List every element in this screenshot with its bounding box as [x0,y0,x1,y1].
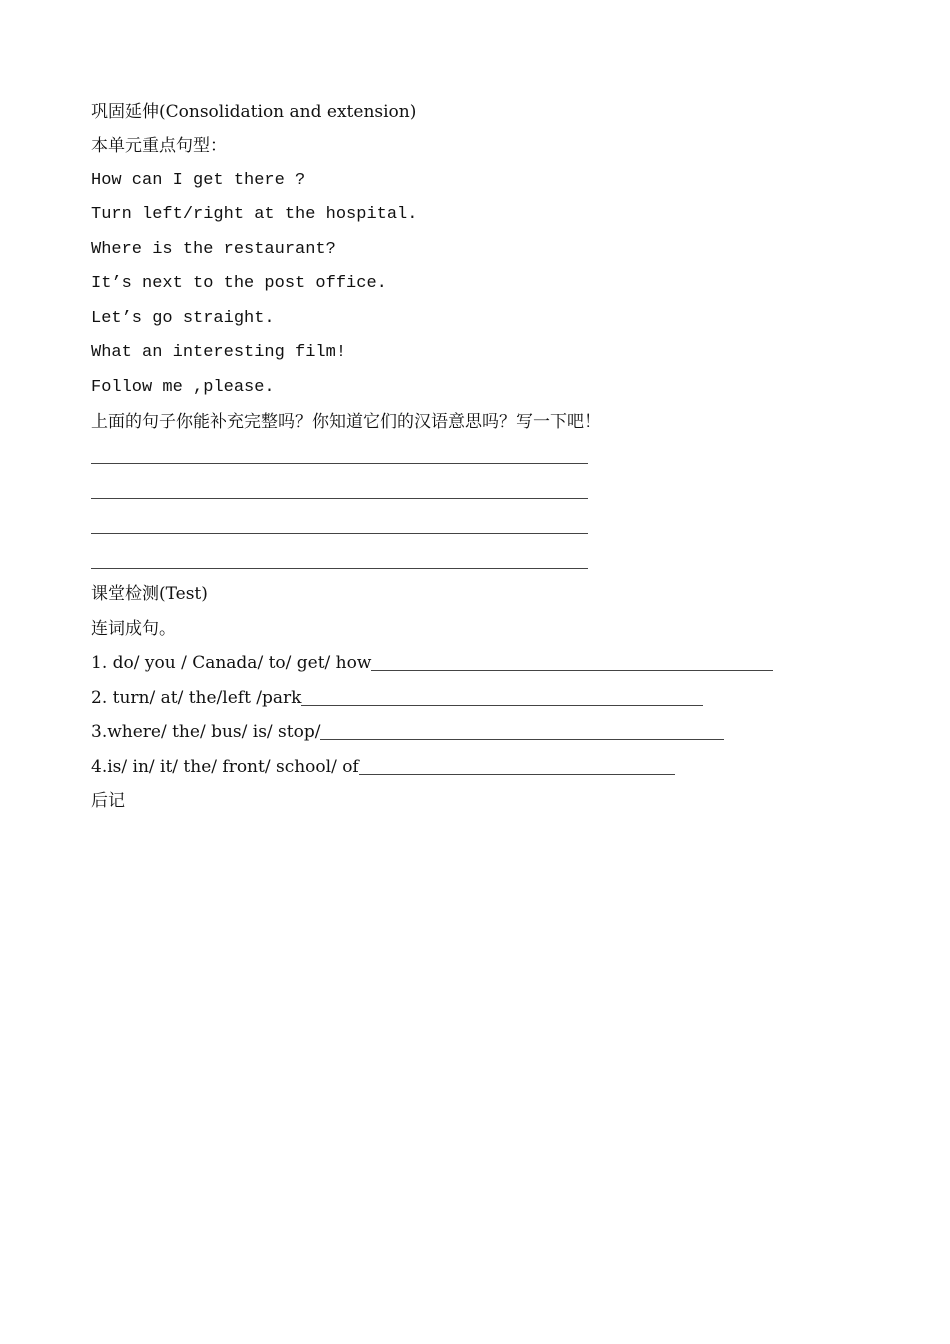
writing-blank-line[interactable] [91,498,588,499]
answer-blank[interactable] [320,722,724,740]
notes-heading: 后记 [91,791,125,811]
exercise-words: 2. turn/ at/ the/left /park [91,688,302,708]
writing-blank-line[interactable] [91,568,588,569]
key-sentences-label: 本单元重点句型： [91,136,227,156]
exercise-item-4 [91,756,675,778]
answer-blank[interactable] [359,757,675,775]
key-sentence: How can I get there ? [91,171,306,190]
key-sentence: What an interesting film! [91,343,347,362]
exercise-item-3 [91,721,724,743]
exercise-words: 1. do/ you / Canada/ to/ get/ how [91,653,372,673]
exercise-words: 3.where/ the/ bus/ is/ stop/ [91,722,321,742]
exercise-item-1 [91,652,773,674]
writing-blank-line[interactable] [91,533,588,534]
test-instruction: 连词成句。 [91,619,176,639]
answer-blank[interactable] [301,688,703,706]
exercise-item-2 [91,687,703,709]
key-sentence: Where is the restaurant? [91,240,336,259]
test-heading: 课堂检测(Test) [91,584,208,604]
key-sentence: It’s next to the post office. [91,274,387,293]
exercise-words: 4.is/ in/ it/ the/ front/ school/ of [91,757,359,777]
key-sentence: Let’s go straight. [91,309,275,328]
consolidation-heading: 巩固延伸(Consolidation and extension) [91,102,417,122]
key-sentence: Turn left/right at the hospital. [91,205,418,224]
key-sentence: Follow me ,please. [91,378,275,397]
translation-instruction: 上面的句子你能补充完整吗？你知道它们的汉语意思吗？写一下吧！ [91,412,601,432]
writing-blank-line[interactable] [91,463,588,464]
answer-blank[interactable] [371,653,773,671]
